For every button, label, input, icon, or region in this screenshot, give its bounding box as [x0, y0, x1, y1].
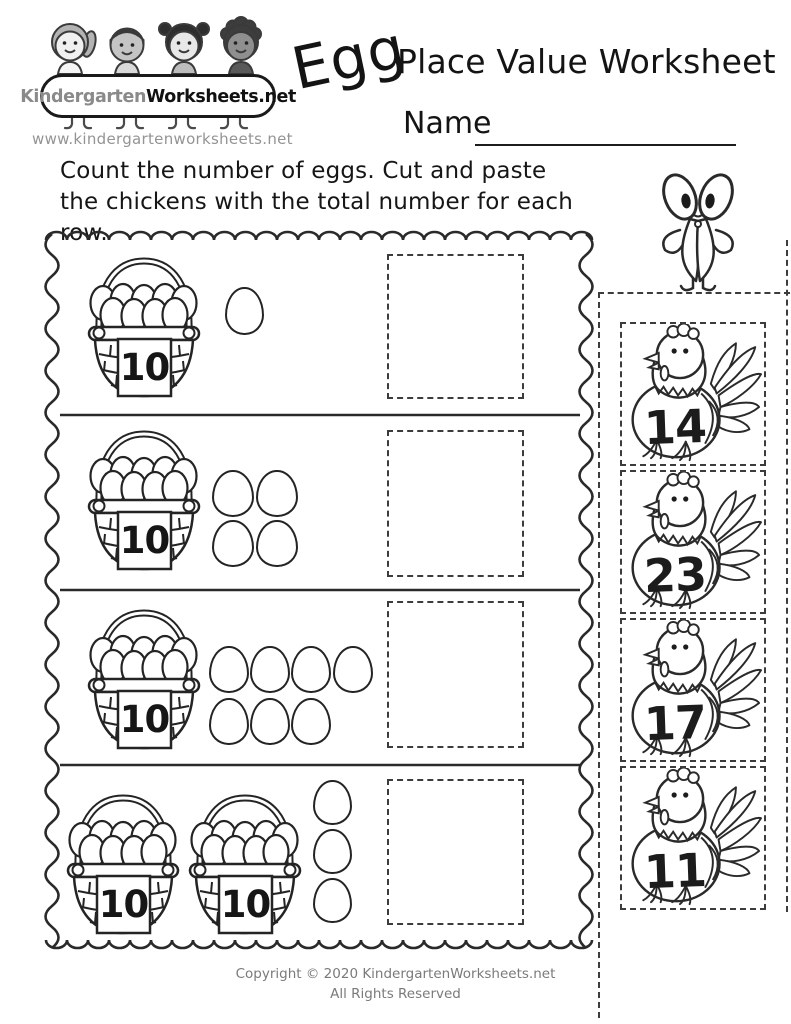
egg-basket	[83, 255, 205, 400]
chicken-card[interactable]	[620, 766, 766, 910]
egg-word-title: Egg	[286, 12, 412, 104]
loose-egg	[212, 470, 254, 517]
egg-basket	[62, 792, 184, 937]
basket-value-label: 10	[98, 883, 149, 926]
scissors-icon	[650, 164, 746, 294]
chicken-number: 11	[643, 842, 707, 900]
egg-basket	[83, 428, 205, 573]
loose-egg	[225, 287, 264, 335]
answer-paste-box[interactable]	[387, 254, 524, 399]
chicken-number: 14	[643, 398, 707, 456]
chicken-number: 17	[643, 694, 707, 752]
loose-egg	[313, 878, 352, 923]
footer-copyright: Copyright © 2020 KindergartenWorksheets.net	[235, 966, 556, 982]
loose-egg	[212, 520, 254, 567]
loose-egg	[250, 698, 290, 745]
loose-egg	[313, 829, 352, 874]
loose-egg	[291, 646, 331, 693]
basket-value-label: 10	[119, 346, 170, 389]
logo-box	[20, 74, 296, 118]
logo-brand-first: Kindergarten	[20, 85, 146, 107]
egg-basket	[83, 607, 205, 752]
egg-basket	[184, 792, 306, 937]
loose-egg	[250, 646, 290, 693]
logo-url: www.kindergartenworksheets.net	[32, 130, 293, 148]
loose-egg	[209, 698, 249, 745]
basket-value-label: 10	[119, 519, 170, 562]
answer-paste-box[interactable]	[387, 779, 524, 925]
loose-egg	[333, 646, 373, 693]
strip-cut-line-top	[598, 292, 790, 294]
logo-brand-second: Worksheets.net	[145, 85, 296, 107]
strip-cut-line-left	[598, 292, 600, 1018]
page-title: Place Value Worksheet	[397, 42, 776, 81]
footer-rights: All Rights Reserved	[330, 986, 461, 1002]
name-label: Name	[403, 106, 492, 141]
answer-paste-box[interactable]	[387, 601, 524, 748]
loose-egg	[291, 698, 331, 745]
chicken-number: 23	[643, 546, 707, 604]
kids-logo-icon	[42, 12, 270, 80]
instructions-line2: the chickens with the total number for each row.	[60, 189, 573, 246]
basket-value-label: 10	[220, 883, 271, 926]
loose-egg	[256, 470, 298, 517]
chicken-card[interactable]	[620, 618, 766, 762]
answer-paste-box[interactable]	[387, 430, 524, 577]
chicken-card[interactable]	[620, 322, 766, 466]
chicken-card[interactable]	[620, 470, 766, 614]
loose-egg	[209, 646, 249, 693]
strip-cut-line-right	[786, 240, 788, 912]
loose-egg	[256, 520, 298, 567]
name-input-line[interactable]	[475, 104, 736, 146]
logo-brand	[20, 86, 296, 107]
instructions-line1: Count the number of eggs. Cut and paste	[60, 158, 547, 184]
loose-egg	[313, 780, 352, 825]
basket-value-label: 10	[119, 698, 170, 741]
